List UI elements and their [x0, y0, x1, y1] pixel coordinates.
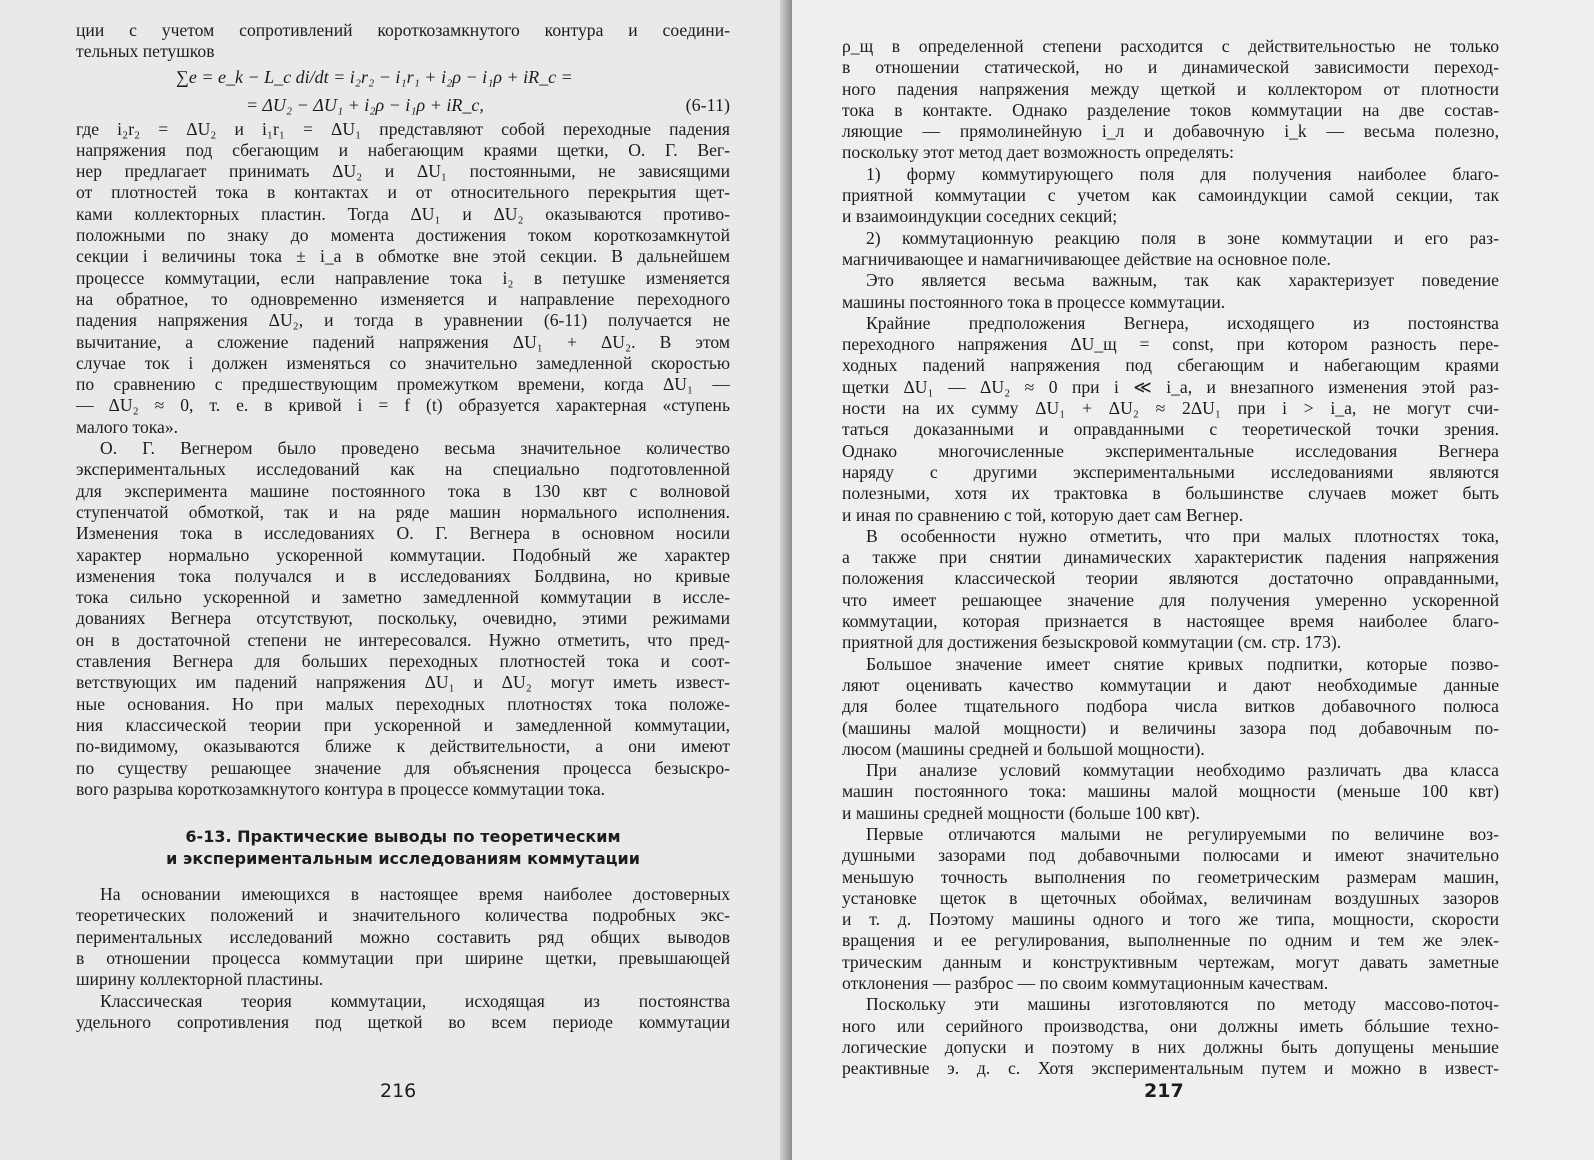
text-line: реактивные э. д. с. Хотя экспериментальным путем и можно в извест- — [842, 1058, 1499, 1079]
text-line: В особенности нужно отметить, что при малых плотностях тока, — [866, 525, 1499, 546]
text-line: Классическая теория коммутации, исходящая из постоянства — [100, 990, 730, 1011]
text-line: ного падения напряжения между щеткой и коллектором от плотности — [842, 78, 1499, 99]
text-line: по-видимому, оказываются ближе к действительности, а они имеют — [76, 736, 730, 757]
text-line: 1) форму коммутирующего поля для получения наиболее благо- — [866, 163, 1499, 184]
text-line: удельного сопротивления под щеткой во всем периоде коммутации — [76, 1011, 730, 1032]
text-line: поскольку этот метод дает возможность определять: — [842, 142, 1235, 163]
text-line: на обратное, то одновременно изменяется и направление переходного — [76, 288, 730, 309]
left-paragraph-3 — [76, 884, 730, 990]
text-line: ляющие — прямолинейную i_л и добавочную i_k — весьма полезно, — [842, 121, 1499, 142]
text-line: дованиях Вегнера отсутствуют, поскольку, очевидно, этими режимами — [76, 608, 730, 629]
right-paragraph-2 — [842, 270, 1499, 313]
text-line: коммутации, которая признается в настоящее время наиболее благо- — [842, 611, 1499, 632]
text-line: вращения и ее регулирования, выполненные по одним и тем же элек- — [842, 930, 1499, 951]
heading-line: и экспериментальным исследованиям коммутации — [166, 849, 640, 869]
text-line: по существу решающее значение для объяснения процесса безыскро- — [76, 757, 730, 778]
text-line: теоретических положений и значительного количества подробных экс- — [76, 905, 730, 926]
text-line: наряду с другими экспериментальными исследованиями являются — [842, 461, 1499, 482]
left-paragraph-2 — [76, 438, 730, 800]
text-line: ставления Вегнера для больших переходных плотностей тока и соот- — [76, 651, 730, 672]
text-line: логические допуски и поэтому в них должны быть допущены меньшие — [842, 1036, 1499, 1057]
right-page — [792, 0, 1594, 1160]
text-line: переходного напряжения ΔU_щ = const, при котором разность пере- — [842, 334, 1499, 355]
text-line: тельных петушков — [76, 41, 215, 62]
text-line: он в достаточной степени не интересовался. Нужно отметить, что пред- — [76, 629, 730, 650]
text-line: люсом (машины средней и большой мощности). — [842, 738, 1205, 759]
text-line: тока в контакте. Однако разделение токов коммутации на две состав- — [842, 99, 1499, 120]
right-paragraph-7 — [842, 824, 1499, 994]
text-line: а также при снятии динамических характеристик падения напряжения — [842, 547, 1499, 568]
formula-line-2 — [76, 91, 730, 119]
left-top-lines — [76, 20, 730, 63]
text-line: ρ_щ в определенной степени расходится с действительностью не только — [842, 36, 1499, 56]
text-line: случае ток i должен изменяться со значительно замедленной скоростью — [76, 352, 730, 373]
text-line: характер нормально ускоренной коммутации. Подобный же характер — [76, 544, 730, 565]
text-line: приятной коммутации с учетом как самоиндукции самой секции, так — [842, 185, 1499, 206]
text-line: Однако многочисленные экспериментальные исследования Вегнера — [842, 440, 1499, 461]
text-line: падения напряжения ΔU₂, и тогда в уравнении (6-11) получается не — [76, 310, 730, 331]
text-line: что имеет решающее значение для получения умеренно ускоренной — [842, 589, 1499, 610]
right-paragraph-5 — [842, 654, 1499, 760]
text-line: машины постоянного тока в процессе коммутации. — [842, 291, 1226, 312]
text-line: Изменения тока в исследованиях О. Г. Вегнера в основном носили — [76, 523, 730, 544]
text-line: ветствующих им падений напряжения ΔU₁ и ΔU₂ могут иметь извест- — [76, 672, 730, 693]
right-paragraph-8 — [842, 994, 1499, 1079]
right-paragraph-4 — [842, 526, 1499, 654]
text-line: периментальных исследований можно составить ряд общих выводов — [76, 926, 730, 947]
text-line: положения классической теории являются достаточно оправданными, — [842, 568, 1499, 589]
text-line: Первые отличаются малыми не регулируемыми по величине воз- — [866, 823, 1499, 844]
text-line: секции i величины тока ± i_a в обмотке вне этой секции. В дальнейшем — [76, 246, 730, 267]
text-line: ные основания. Но при малых переходных плотностях тока положе- — [76, 693, 730, 714]
text-line: Поскольку эти машины изготовляются по методу массово-поточ- — [866, 994, 1499, 1015]
text-line: ляют оценивать качество коммутации и дают необходимые данные — [842, 674, 1499, 695]
text-line: ции с учетом сопротивлений короткозамкнутого контура и соедини- — [76, 20, 730, 40]
text-line: установке щеток в щеточных обоймах, величинам воздушных зазоров — [842, 887, 1499, 908]
text-line: ности на их сумму ΔU₁ + ΔU₂ ≈ 2ΔU₁ при i > i_a, не могут счи- — [842, 398, 1499, 419]
left-paragraph-4 — [76, 991, 730, 1034]
text-line: и т. д. Поэтому машины одного и того же типа, мощности, скорости — [842, 909, 1499, 930]
text-line: экспериментальных исследований как на специально подготовленной — [76, 459, 730, 480]
text-line: малого тока». — [76, 416, 179, 437]
text-line: трическим данным и конструктивным чертежам, могут давать заметные — [842, 951, 1499, 972]
text-line: нер предлагает принимать ΔU₂ и ΔU₁ постоянными, не зависящими — [76, 161, 730, 182]
text-line: изменения тока получался и в исследованиях Болдвина, но кривые — [76, 565, 730, 586]
right-item-1 — [842, 164, 1499, 228]
text-line: в отношении процесса коммутации при ширине щетки, превышающей — [76, 947, 730, 968]
heading-line: 6-13. Практические выводы по теоретическим — [185, 827, 621, 847]
text-line: О. Г. Вегнером было проведено весьма значительное количество — [100, 438, 730, 459]
text-line: магничивающее и намагничивающее действие на основное поле. — [842, 248, 1331, 269]
text-line: На основании имеющихся в настоящее время наиболее достоверных — [100, 884, 730, 905]
text-line: 2) коммутационную реакцию поля в зоне коммутации и его раз- — [866, 227, 1499, 248]
text-line: вычитание, а сложение падений напряжения ΔU₁ + ΔU₂. В этом — [76, 331, 730, 352]
left-page — [0, 0, 790, 1160]
text-line: ходных падений напряжения под сбегающим и набегающим краями — [842, 355, 1499, 376]
text-line: процессе коммутации, если направление тока i₂ в петушке изменяется — [76, 267, 730, 288]
text-line: вого разрыва короткозамкнутого контура в процессе коммутации тока. — [76, 778, 606, 799]
text-line: ступенчатой обмоткой, так и на ряде машин нормального исполнения. — [76, 501, 730, 522]
formula-text: = ΔU₂ − ΔU₁ + i₂ρ − i₁ρ + iR_c, — [246, 94, 484, 115]
text-line: напряжения под сбегающим и набегающим краями щетки, О. Г. Вег- — [76, 139, 730, 160]
page-number-left: 216 — [380, 1080, 417, 1102]
text-line: от плотностей тока в контактах и от относительного перекрытия щет- — [76, 182, 730, 203]
right-paragraph-6 — [842, 760, 1499, 824]
right-paragraph-3 — [842, 313, 1499, 526]
left-paragraph-1 — [76, 119, 730, 438]
text-line: — ΔU₂ ≈ 0, т. е. в кривой i = f (t) образуется характерная «ступень — [76, 395, 730, 416]
text-line: ного или серийного производства, они должны иметь бóльшие техно- — [842, 1015, 1499, 1036]
text-line: ния классической теории при ускоренной и замедленной коммутации, — [76, 714, 730, 735]
text-line: При анализе условий коммутации необходимо различать два класса — [866, 760, 1499, 781]
text-line: приятной для достижения безыскровой коммутации (см. стр. 173). — [842, 632, 1342, 653]
right-item-2 — [842, 228, 1499, 271]
text-line: и иная по сравнению с той, которую дает сам Вегнер. — [842, 504, 1244, 525]
text-line: ширину коллекторной пластины. — [76, 969, 324, 990]
text-line: положными по знаку до момента достижения током короткозамкнутой — [76, 225, 730, 246]
text-line: где i₂r₂ = ΔU₂ и i₁r₁ = ΔU₁ представляют собой переходные падения — [76, 118, 730, 139]
text-line: щетки ΔU₁ — ΔU₂ ≈ 0 при i ≪ i_a, и внезапного изменения этой раз- — [842, 376, 1499, 397]
text-line: для более тщательного подбора числа витков добавочного полюса — [842, 696, 1499, 717]
text-line: ками коллекторных пластин. Тогда ΔU₁ и ΔU₂ оказываются противо- — [76, 203, 730, 224]
formula-number: (6-11) — [685, 94, 730, 115]
text-line: Крайние предположения Вегнера, исходящего из постоянства — [866, 312, 1499, 333]
section-heading — [76, 826, 730, 870]
text-line: в отношении статической, но и динамической зависимости переход- — [842, 57, 1499, 78]
text-line: душными зазорами под добавочными полюсами и имеют значительно — [842, 845, 1499, 866]
text-line: Это является весьма важным, так как характеризует поведение — [866, 270, 1499, 291]
text-line: тока сильно ускоренной и заметно замедленной коммутации в иссле- — [76, 587, 730, 608]
text-line: полезными, хотя их трактовка в большинстве случаев может быть — [842, 483, 1499, 504]
text-line: (машины малой мощности) и величины зазора под добавочным по- — [842, 717, 1499, 738]
text-line: и машины средней мощности (больше 100 квт). — [842, 802, 1200, 823]
right-paragraph-1 — [842, 36, 1499, 164]
text-line: таться доказанными и оправданными с теоретической точки зрения. — [842, 419, 1499, 440]
formula-line-1: ∑e = e_k − L_c di/dt = i₂r₂ − i₁r₁ + i₂ρ − i₁ρ + iR_c = — [176, 66, 573, 87]
text-line: машин постоянного тока: машины малой мощности (меньше 100 квт) — [842, 781, 1499, 802]
text-line: и взаимоиндукции соседних секций; — [842, 206, 1118, 227]
text-line: по сравнению с предшествующим промежутком времени, когда ΔU₁ — — [76, 374, 730, 395]
page-number-right: 217 — [1144, 1080, 1184, 1102]
text-line: отклонения — разброс — по своим коммутационным качествам. — [842, 973, 1329, 994]
text-line: меньшую точность выполнения по геометрическим размерам машин, — [842, 866, 1499, 887]
text-line: Большое значение имеет снятие кривых подпитки, которые позво- — [866, 653, 1499, 674]
text-line: для эксперимента машине постоянного тока в 130 квт с волновой — [76, 480, 730, 501]
